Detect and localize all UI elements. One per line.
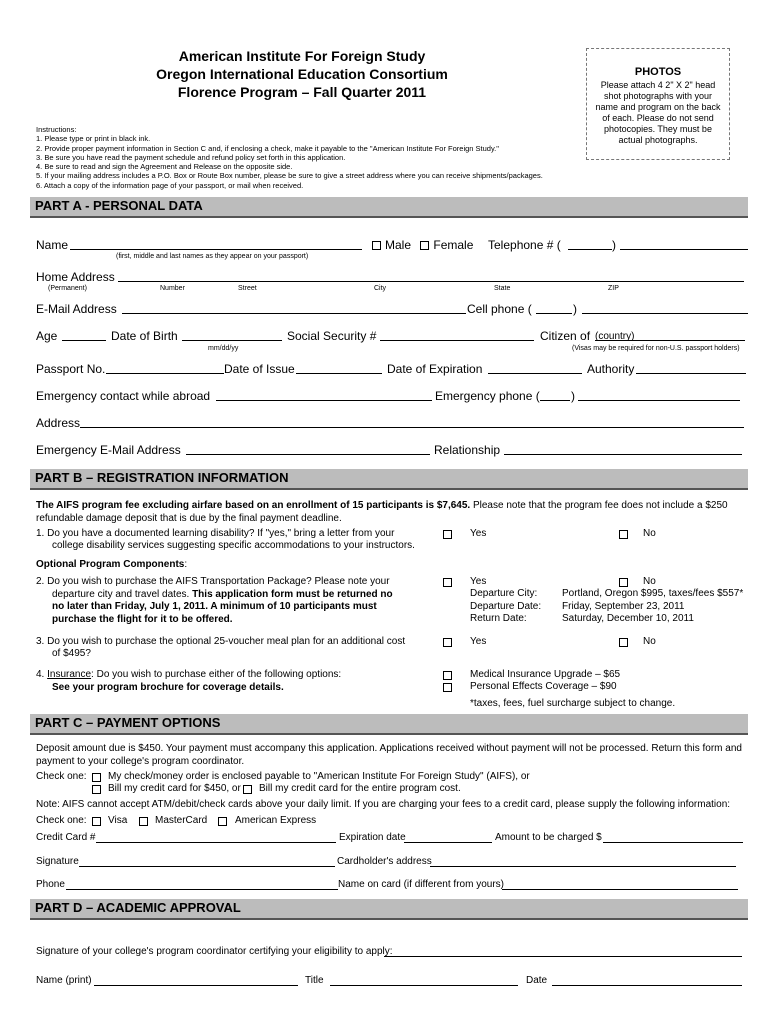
name-label: Name: [36, 238, 69, 252]
bill-450-checkbox[interactable]: [92, 785, 101, 794]
instruction-item: 2. Provide proper payment information in Section C and, if enclosing a check, make it payable to the "American Institute For Foreign Study.": [36, 143, 499, 153]
question-3-line1: 3. Do you wish to purchase the optional 25-voucher meal plan for an additional cost: [36, 636, 406, 647]
visa-checkbox[interactable]: [92, 817, 101, 826]
emergency-phone-field[interactable]: [578, 400, 740, 401]
fee-intro: [36, 499, 728, 525]
instructions-heading: Instructions:: [36, 125, 77, 134]
cell-area-field[interactable]: [536, 313, 572, 314]
bill-450-label: Bill my credit card for $450, or: [108, 783, 241, 794]
q3-yes-label: Yes: [470, 636, 487, 647]
home-address-label: Home Address: [36, 270, 115, 284]
question-2-bold: This application form must be returned no: [192, 588, 393, 600]
part-b-header: [30, 469, 748, 490]
instruction-item: 6. Attach a copy of the information page of your passport, or mail when received.: [36, 180, 304, 190]
citizen-field[interactable]: [595, 340, 745, 341]
name-hint: (first, middle and last names as they appear on your passport): [116, 253, 309, 260]
expiration-field[interactable]: [488, 373, 582, 374]
telephone-label: Telephone # (: [488, 238, 561, 252]
paren-close: ): [612, 238, 616, 252]
dob-label: Date of Birth: [111, 329, 178, 343]
amount-field[interactable]: [603, 842, 743, 843]
deposit-text: [36, 743, 742, 768]
return-date-value: Saturday, December 10, 2011: [562, 613, 694, 624]
title-field[interactable]: [330, 985, 518, 986]
city-hint: City: [374, 285, 387, 292]
departure-date-label: Departure Date:: [470, 600, 542, 612]
card-check-one-label: Check one:: [36, 815, 87, 826]
header-line-3: Florence Program – Fall Quarter 2011: [177, 84, 427, 100]
instruction-item: 1. Please type or print in black ink.: [36, 134, 151, 144]
passport-label: Passport No.: [36, 362, 106, 376]
check-enclosed-checkbox[interactable]: [92, 773, 101, 782]
amount-label: Amount to be charged $: [495, 832, 602, 843]
cardholder-address-label: Cardholder's address: [337, 856, 432, 867]
header-line-2: Oregon International Education Consortium: [156, 66, 448, 82]
expiration-date-label: Expiration date: [339, 832, 406, 843]
q3-no-label: No: [643, 636, 656, 647]
personal-effects-label: Personal Effects Coverage – $90: [470, 681, 617, 692]
travel-values: [562, 588, 743, 626]
emergency-email-label: Emergency E-Mail Address: [36, 443, 181, 457]
instruction-item: 4. Be sure to read and sign the Agreement and Release on the opposite side.: [36, 162, 293, 172]
name-print-field[interactable]: [94, 985, 298, 986]
check-one-label: Check one:: [36, 771, 87, 782]
instruction-item: 3. Be sure you have read the payment schedule and refund policy set forth in this application.: [36, 152, 346, 162]
dob-field[interactable]: [182, 340, 282, 341]
question-2-line4: purchase the flight for it to be offered.: [52, 613, 233, 625]
q3-yes-checkbox[interactable]: [443, 638, 452, 647]
fee-intro-bold: The AIFS program fee excluding airfare based on an enrollment of 15 participants is $7,645.: [36, 500, 471, 511]
visa-label: Visa: [108, 815, 128, 826]
taxes-note: *taxes, fees, fuel surcharge subject to change.: [470, 698, 676, 709]
photos-box: [586, 48, 730, 160]
q1-no-checkbox[interactable]: [619, 530, 628, 539]
male-checkbox[interactable]: [372, 241, 381, 250]
fee-intro-line2: refundable damage deposit that is due by the final payment deadline.: [36, 513, 342, 524]
part-c-header: [30, 714, 748, 735]
q2-no-label: No: [643, 576, 656, 587]
name-field[interactable]: [70, 249, 362, 250]
mmddyy-hint: mm/dd/yy: [208, 345, 239, 352]
q1-yes-checkbox[interactable]: [443, 530, 452, 539]
credit-card-label: Credit Card #: [36, 832, 96, 843]
emergency-contact-label: Emergency contact while abroad: [36, 389, 211, 403]
mastercard-label: MasterCard: [155, 815, 208, 826]
home-address-field[interactable]: [118, 281, 744, 282]
signature-field[interactable]: [79, 866, 335, 867]
authority-label: Authority: [587, 362, 635, 376]
bill-full-label: Bill my credit card for the entire program cost.: [259, 783, 461, 794]
question-4-num: 4.: [36, 669, 48, 680]
check-enclosed-label: My check/money order is enclosed payable to "American Institute For Foreign Study" (AIFS), or: [108, 771, 530, 782]
phone-field[interactable]: [66, 889, 338, 890]
fee-intro-rest: Please note that the program fee does not include a $250: [470, 500, 728, 511]
bill-full-checkbox[interactable]: [243, 785, 252, 794]
deposit-line2: payment to your college's program coordinator.: [36, 755, 245, 767]
street-hint: Street: [238, 285, 257, 292]
question-3-line2: of $495?: [52, 648, 91, 659]
medical-insurance-checkbox[interactable]: [443, 671, 452, 680]
coordinator-signature-label: Signature of your college's program coordinator certifying your eligibility to apply:: [36, 946, 393, 957]
travel-labels: [470, 588, 541, 626]
relationship-label: Relationship: [434, 443, 501, 457]
ssn-field[interactable]: [380, 340, 534, 341]
mastercard-checkbox[interactable]: [139, 817, 148, 826]
paren-close: ): [573, 302, 577, 316]
q1-yes-label: Yes: [470, 528, 487, 539]
number-hint: Number: [160, 285, 185, 292]
title-label: Title: [305, 975, 324, 986]
paren-close: ): [571, 389, 575, 403]
q1-no-label: No: [643, 528, 656, 539]
coordinator-signature-field[interactable]: [384, 956, 742, 957]
citizen-label: Citizen of: [540, 329, 591, 343]
question-1: [36, 528, 415, 552]
emergency-area-field[interactable]: [540, 400, 570, 401]
date-label: Date: [526, 975, 548, 986]
question-4-line1: : Do you wish to purchase either of the following options:: [91, 669, 342, 680]
question-2-line1: 2. Do you wish to purchase the AIFS Transportation Package? Please note your: [36, 576, 390, 587]
question-2-line3: no later than Friday, July 1, 2011. A minimum of 10 participants must: [52, 601, 377, 612]
question-4-line2: See your program brochure for coverage details.: [52, 681, 284, 693]
issue-field[interactable]: [296, 373, 382, 374]
female-checkbox[interactable]: [420, 241, 429, 250]
permanent-hint: (Permanent): [48, 285, 87, 292]
amex-checkbox[interactable]: [218, 817, 227, 826]
expiration-label: Date of Expiration: [387, 362, 483, 376]
q2-yes-checkbox[interactable]: [443, 578, 452, 587]
part-a-header: [30, 197, 748, 218]
photos-text: Please attach 4 2" X 2" head shot photographs with your name and program on the back of each. Please do not send photocopies. They must be actual photographs.: [595, 80, 721, 145]
part-c-title: PART C – PAYMENT OPTIONS: [35, 715, 221, 730]
expiration-date-field[interactable]: [404, 842, 492, 843]
part-a-title: PART A - PERSONAL DATA: [35, 198, 203, 213]
question-2: [36, 576, 393, 626]
photos-title: PHOTOS: [634, 66, 682, 78]
email-field[interactable]: [122, 313, 466, 314]
personal-effects-checkbox[interactable]: [443, 683, 452, 692]
emergency-email-field[interactable]: [186, 454, 430, 455]
departure-date-value: Friday, September 23, 2011: [562, 600, 685, 612]
part-d-header: [30, 899, 748, 920]
cell-label: Cell phone (: [467, 302, 532, 316]
name-on-card-label: Name on card (if different from yours): [338, 879, 504, 890]
female-label: Female: [433, 238, 474, 252]
question-3: [36, 636, 405, 660]
zip-hint: ZIP: [608, 285, 619, 292]
signature-label: Signature: [36, 856, 79, 867]
state-hint: State: [494, 285, 511, 292]
q2-no-checkbox[interactable]: [619, 578, 628, 587]
question-1-line1: 1. Do you have a documented learning disability? If "yes," bring a letter from your: [36, 528, 395, 539]
age-field[interactable]: [62, 340, 106, 341]
optional-label: Optional Program Components: [36, 559, 185, 570]
instruction-item: 5. If your mailing address includes a P.O. Box or Route Box number, please be sure to give a street address where you can receive shipments/packages.: [36, 171, 543, 181]
credit-card-field[interactable]: [96, 842, 336, 843]
gender-group: [372, 238, 473, 252]
relationship-field[interactable]: [504, 454, 742, 455]
authority-field[interactable]: [636, 373, 746, 374]
question-2-line2: departure city and travel dates.: [52, 588, 193, 600]
return-date-label: Return Date:: [470, 613, 527, 624]
email-label: E-Mail Address: [36, 302, 117, 316]
address-field[interactable]: [80, 427, 744, 428]
departure-city-value: Portland, Oregon $995, taxes/fees $557*: [562, 588, 744, 599]
amex-label: American Express: [235, 815, 317, 826]
male-label: Male: [385, 238, 412, 252]
cardholder-address-field[interactable]: [430, 866, 736, 867]
date-field[interactable]: [552, 985, 742, 986]
part-b-title: PART B – REGISTRATION INFORMATION: [35, 470, 289, 485]
passport-field[interactable]: [106, 373, 224, 374]
issue-label: Date of Issue: [224, 362, 295, 376]
optional-components: [36, 559, 187, 570]
ssn-label: Social Security #: [287, 329, 377, 343]
telephone-field[interactable]: [620, 249, 748, 250]
country-hint: (country): [595, 331, 635, 342]
phone-label: Phone: [36, 879, 65, 890]
part-d-title: PART D – ACADEMIC APPROVAL: [35, 900, 241, 915]
departure-city-label: Departure City:: [470, 588, 538, 599]
header-line-1: American Institute For Foreign Study: [178, 48, 426, 64]
age-label: Age: [36, 329, 58, 343]
cell-field[interactable]: [582, 313, 748, 314]
medical-insurance-label: Medical Insurance Upgrade – $65: [470, 669, 621, 680]
address-label: Address: [36, 416, 81, 430]
insurance-label: Insurance: [47, 669, 92, 680]
instructions: [36, 125, 543, 190]
name-on-card-field[interactable]: [502, 889, 738, 890]
telephone-area-field[interactable]: [568, 249, 612, 250]
emergency-phone-label: Emergency phone (: [435, 389, 540, 403]
colon: :: [184, 559, 188, 570]
deposit-line1: Deposit amount due is $450. Your payment must accompany this application. Applications received without payment will not be processed. Return this form and: [36, 743, 742, 754]
visa-note: (Visas may be required for non-U.S. passport holders): [572, 345, 740, 352]
question-4: [36, 669, 341, 694]
q2-yes-label: Yes: [470, 576, 487, 587]
emergency-contact-field[interactable]: [216, 400, 432, 401]
card-note: Note: AIFS cannot accept ATM/debit/check cards above your daily limit. If you are charging your fees to a credit card, please supply the following information:: [36, 799, 731, 810]
q3-no-checkbox[interactable]: [619, 638, 628, 647]
question-1-line2: college disability services suggesting specific accommodations to your instructors.: [52, 540, 415, 551]
name-print-label: Name (print): [36, 975, 92, 986]
